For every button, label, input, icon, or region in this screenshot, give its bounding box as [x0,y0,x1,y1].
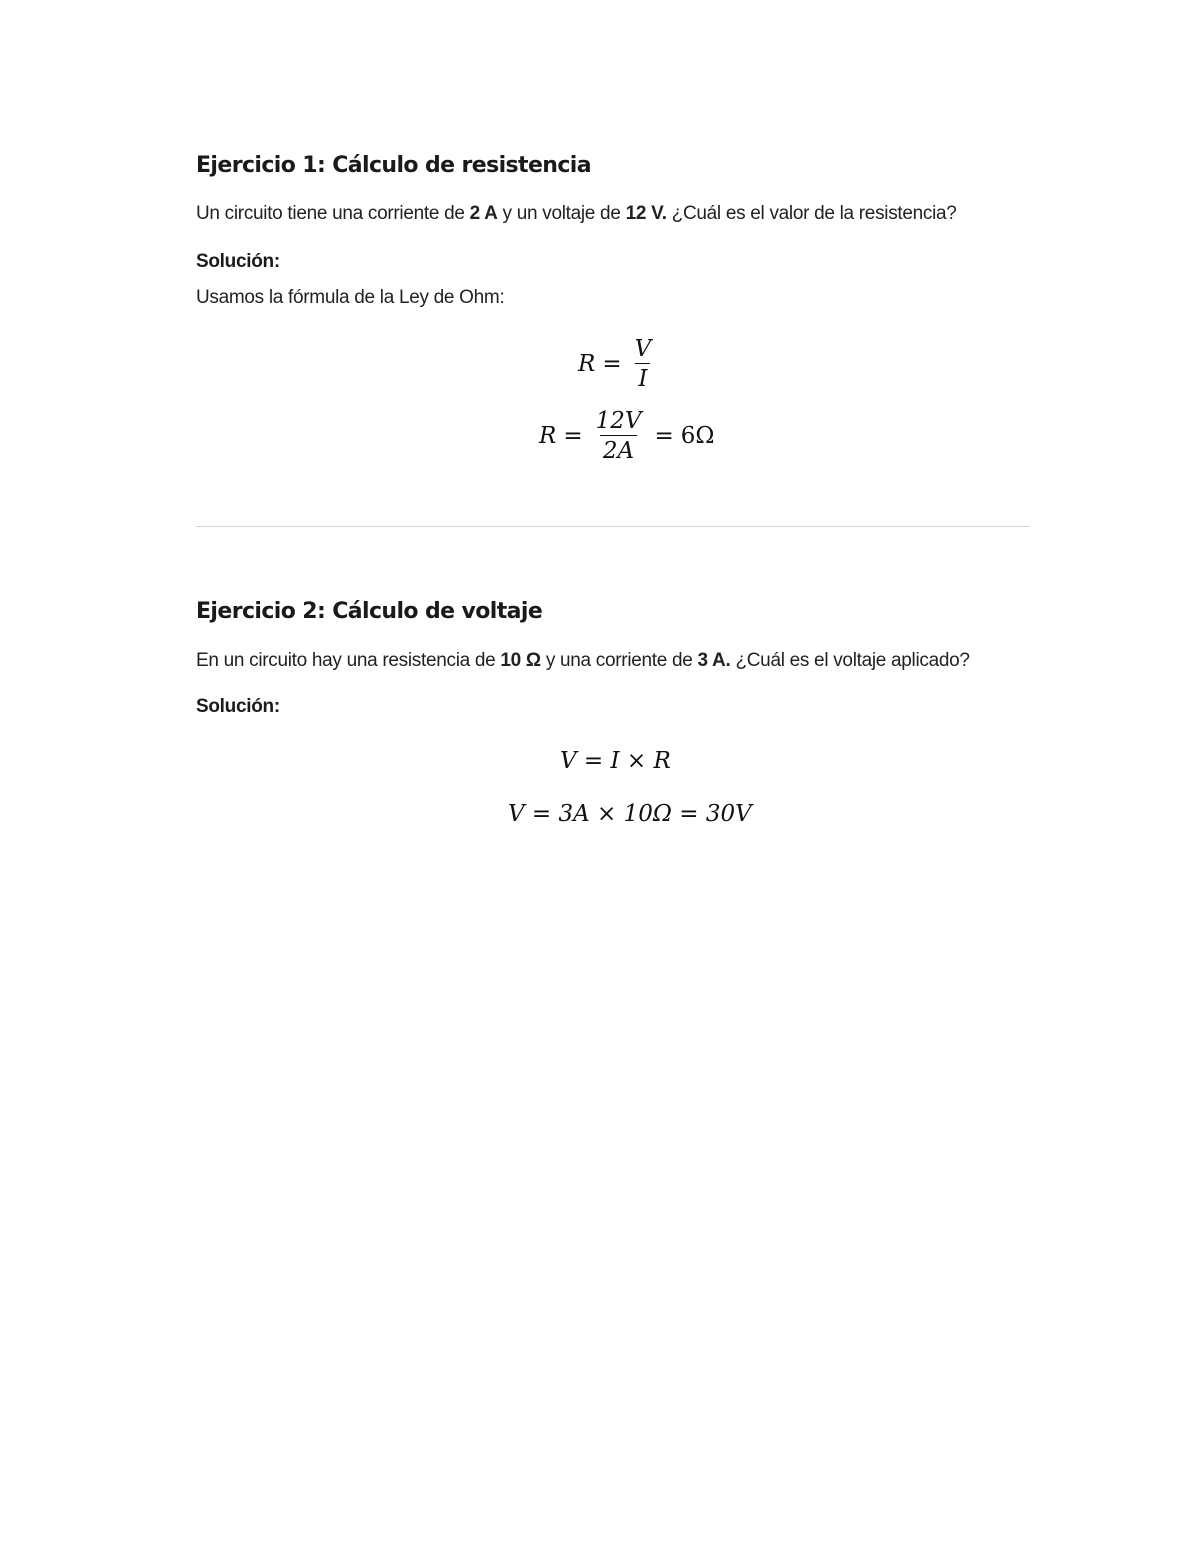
exercise-2-calculation: V = 3A × 10Ω = 30V [508,801,752,827]
current-value: 2 A [469,203,498,224]
resistance-value: 10 Ω [500,650,541,671]
exercise-2-formula: V = I × R [560,748,671,774]
exercise-2-title: Ejercicio 2: Cálculo de voltaje [196,599,543,624]
document-page [196,0,1030,1553]
exercise-1-calculation: R = $\frac{12V}{2A}$ = 6Ω [539,408,715,464]
exercise-2-solution-label: Solución: [196,696,280,717]
exercise-2-question: En un circuito hay una resistencia de 10 Ω y una corriente de 3 A. ¿Cuál es el voltaje aplicado? [196,650,970,671]
exercise-1-solution-label: Solución: [196,251,280,272]
current-value: 3 A. [697,650,731,671]
exercise-1-title: Ejercicio 1: Cálculo de resistencia [196,153,591,178]
fraction: $\frac{12V}{2A}$ [595,408,642,464]
fraction: $\frac{V}{I}$ [634,336,652,392]
exercise-1-intro: Usamos la fórmula de la Ley de Ohm: [196,287,505,308]
exercise-1-formula: R = $\frac{V}{I}$ [578,336,657,392]
voltage-value: 12 V. [625,203,667,224]
section-divider [196,526,1030,527]
exercise-1-question: Un circuito tiene una corriente de 2 A y un voltaje de 12 V. ¿Cuál es el valor de la resistencia? [196,203,957,224]
